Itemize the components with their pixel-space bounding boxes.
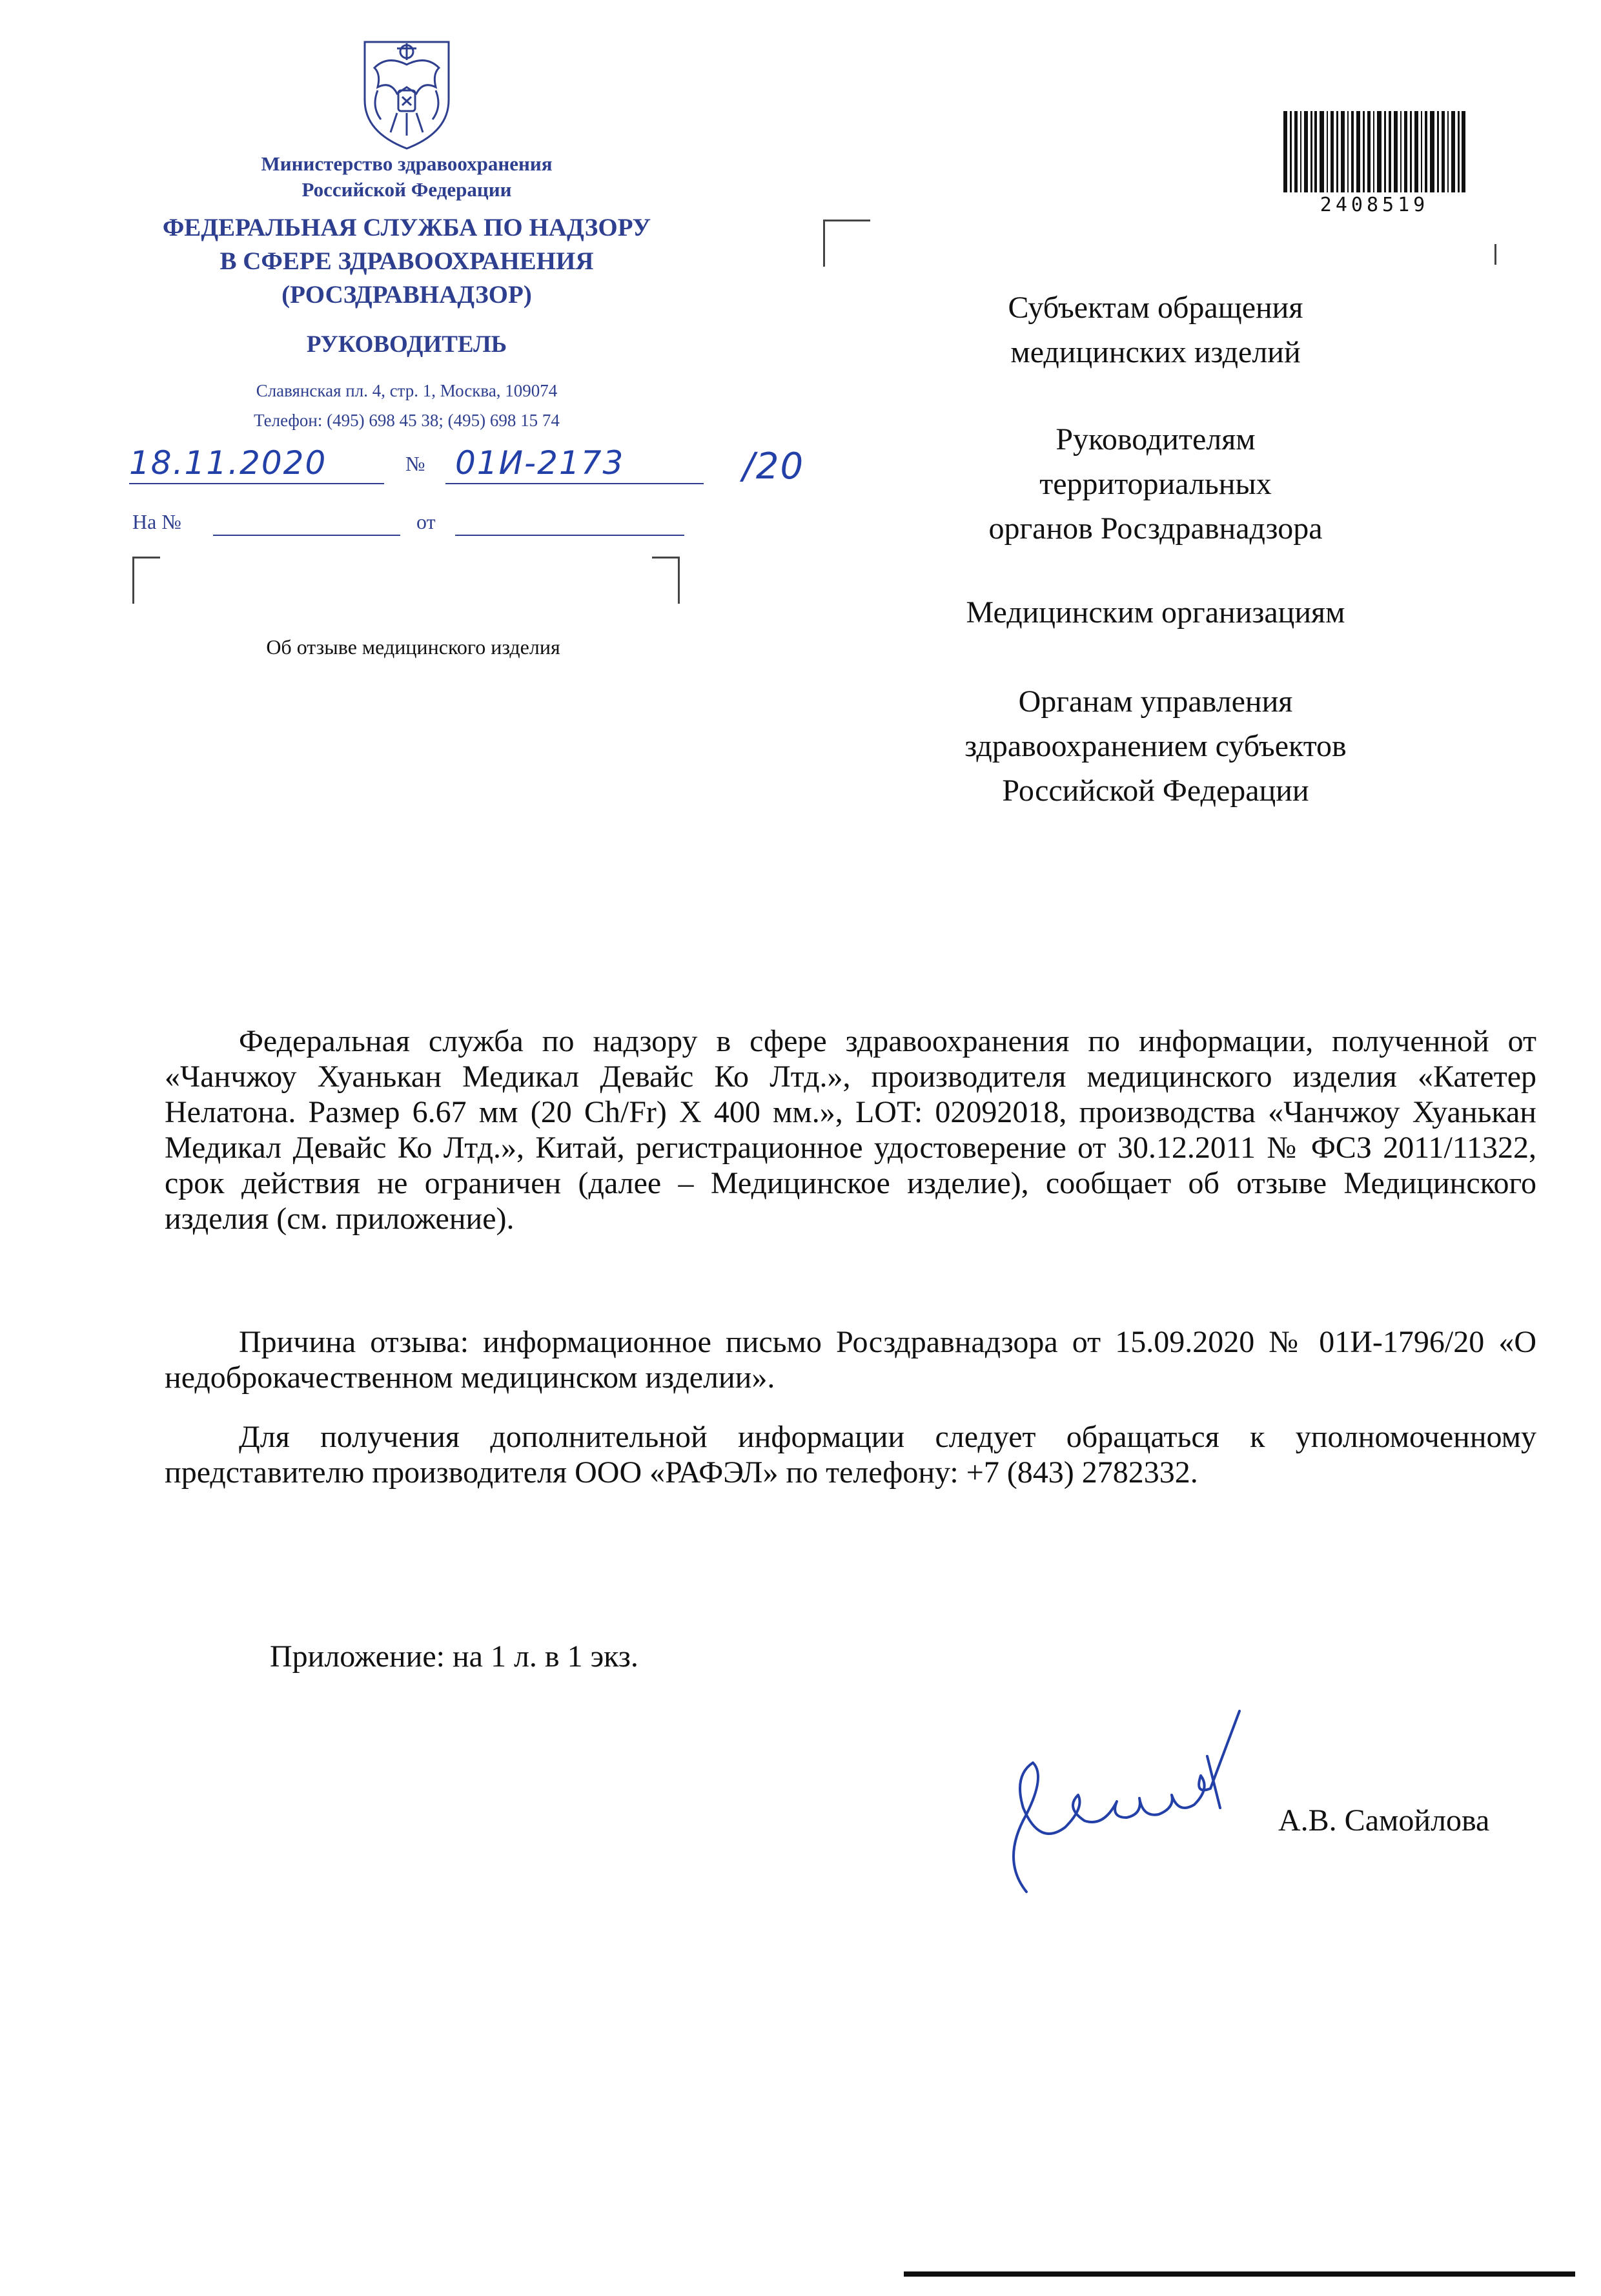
head-title: РУКОВОДИТЕЛЬ [306,331,507,358]
letter-subject: Об отзыве медицинского изделия [266,635,560,659]
subject-corner-left [132,557,160,604]
barcode-image [1283,111,1465,192]
paragraph-text: Причина отзыва: информационное письмо Росздравнадзора от 15.09.2020 № 01И-1796/20 «О недоброкачественном медицинском изделии». [165,1325,1536,1395]
coat-of-arms-emblem [352,29,462,152]
recipient-line: Руководителям [1055,422,1256,456]
handwritten-signature [988,1698,1259,1911]
reply-to-underline [213,535,400,536]
number-sign: № [405,452,425,475]
attachment-note: Приложение: на 1 л. в 1 экз. [270,1639,638,1674]
ministry-name-line2: Российской Федерации [301,178,512,201]
letterhead-phone: Телефон: (495) 698 45 38; (495) 698 15 74 [254,411,560,430]
handwritten-date: 18.11.2020 [129,444,327,482]
recipient-block-3 [930,590,1382,635]
body-paragraph-3 [165,1419,1536,1490]
recipient-line: Органам управления [1018,684,1293,719]
recipient-line: здравоохранением субъектов [964,729,1347,763]
recipient-line: территориальных [1039,467,1272,501]
handwritten-number-suffix: /20 [742,446,805,487]
recipient-corner-mark [823,220,870,267]
recipient-line: Российской Федерации [1002,774,1309,808]
recipient-block-4 [930,679,1382,813]
handwritten-number: 01И-2173 [455,444,625,482]
body-paragraph-1 [165,1023,1536,1236]
subject-corner-right [652,557,680,604]
tick-mark [1494,244,1496,265]
paragraph-text: Для получения дополнительной информации следует обращаться к уполномоченному представителю производителя ООО «РАФЭЛ» по телефону: +7 (843) 2782332. [165,1420,1536,1490]
body-paragraph-2 [165,1324,1536,1395]
scan-edge-rule [904,2271,1575,2277]
letterhead-address: Славянская пл. 4, стр. 1, Москва, 109074 [256,381,558,400]
from-label: от [416,510,436,533]
ministry-name-line1: Министерство здравоохранения [261,152,553,175]
reply-to-label: На № [132,510,181,533]
number-underline [445,483,704,484]
recipient-line: медицинских изделий [1010,335,1301,369]
paragraph-text: Федеральная служба по надзору в сфере здравоохранения по информации, полученной от «Чанчжоу Хуанькан Медикал Девайс Ко Лтд.», производителя медицинского изделия «Катетер Нелатона. Размер 6.67 мм (20 Ch/Fr) X 400 мм.», LOT: 02092018, производства «Чанчжоу Хуанькан Медикал Девайс Ко Лтд.», Китай, регистрационное удостоверение от 30.12.2011 № ФСЗ 2011/11322, срок действия не ограничен (далее – Медицинское изделие), сообщает об отзыве Медицинского изделия (см. приложение). [165,1024,1536,1236]
date-underline [129,483,384,484]
service-name-line3: (РОСЗДРАВНАДЗОР) [281,281,532,309]
recipient-block-1 [930,285,1382,374]
recipient-line: Медицинским организациям [966,595,1345,630]
recipient-block-2 [930,417,1382,551]
from-underline [455,535,684,536]
signer-name: А.В. Самойлова [1278,1803,1490,1838]
service-name-line2: В СФЕРЕ ЗДРАВООХРАНЕНИЯ [219,247,594,275]
service-name-line1: ФЕДЕРАЛЬНАЯ СЛУЖБА ПО НАДЗОРУ [162,214,651,241]
recipient-line: органов Росздравнадзора [988,511,1323,546]
barcode-number: 2408519 [1320,194,1429,216]
recipient-line: Субъектам обращения [1008,291,1303,325]
